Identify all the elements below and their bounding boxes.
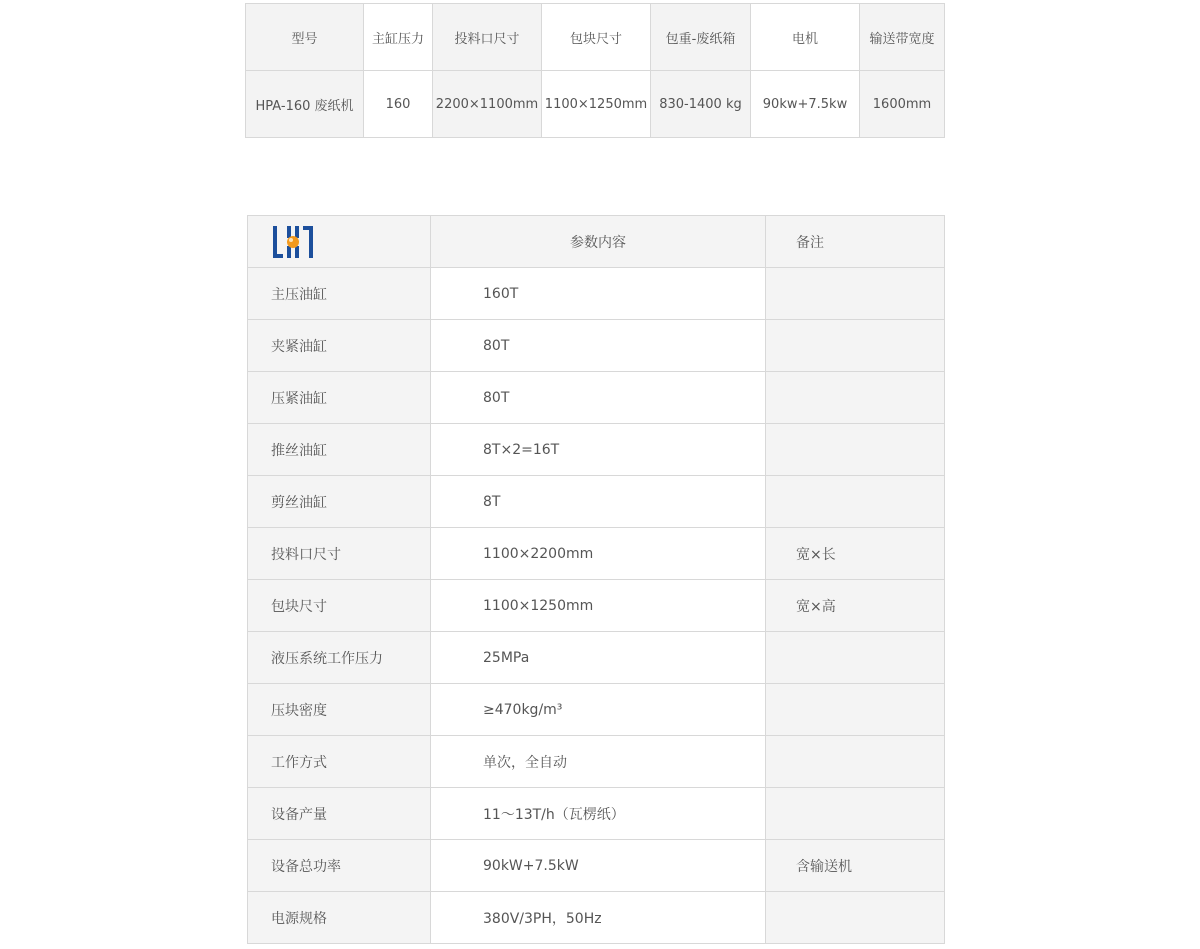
spec-value-cell: 90kw+7.5kw bbox=[751, 71, 860, 138]
param-note-cell bbox=[766, 788, 945, 840]
param-row bbox=[248, 320, 945, 372]
param-row bbox=[248, 632, 945, 684]
spec-value-cell: 160 bbox=[364, 71, 433, 138]
hh-logo-icon bbox=[273, 224, 313, 260]
spec-value-cell: 1600mm bbox=[860, 71, 945, 138]
param-rows bbox=[248, 268, 945, 944]
param-value-cell: 160T bbox=[431, 268, 766, 320]
param-value-cell: 80T bbox=[431, 320, 766, 372]
param-name-cell: 剪丝油缸 bbox=[248, 476, 431, 528]
spec-header-cell: 电机 bbox=[751, 4, 860, 71]
param-name-cell: 电源规格 bbox=[248, 892, 431, 944]
spec-header-cell: 投料口尺寸 bbox=[433, 4, 542, 71]
param-row bbox=[248, 580, 945, 632]
param-row bbox=[248, 840, 945, 892]
param-name-cell: 主压油缸 bbox=[248, 268, 431, 320]
param-name-cell: 设备产量 bbox=[248, 788, 431, 840]
param-name-cell: 推丝油缸 bbox=[248, 424, 431, 476]
param-value-cell: 单次，全自动 bbox=[431, 736, 766, 788]
param-value-cell: ≥470kg/m³ bbox=[431, 684, 766, 736]
param-name-cell: 投料口尺寸 bbox=[248, 528, 431, 580]
spec-value-cell: HPA-160 废纸机 bbox=[246, 71, 364, 138]
param-row bbox=[248, 268, 945, 320]
param-note-cell: 宽×高 bbox=[766, 580, 945, 632]
param-value-cell: 11～13T/h（瓦楞纸） bbox=[431, 788, 766, 840]
param-value-cell: 1100×1250mm bbox=[431, 580, 766, 632]
param-name-cell: 包块尺寸 bbox=[248, 580, 431, 632]
param-row bbox=[248, 892, 945, 944]
param-table bbox=[247, 215, 945, 944]
param-value-cell: 8T×2=16T bbox=[431, 424, 766, 476]
spec-header-cell: 输送带宽度 bbox=[860, 4, 945, 71]
param-note-cell bbox=[766, 476, 945, 528]
param-row bbox=[248, 788, 945, 840]
param-value-cell: 90kW+7.5kW bbox=[431, 840, 766, 892]
param-name-cell: 夹紧油缸 bbox=[248, 320, 431, 372]
param-value-cell: 80T bbox=[431, 372, 766, 424]
param-note-cell bbox=[766, 684, 945, 736]
param-name-cell: 压紧油缸 bbox=[248, 372, 431, 424]
logo-cell bbox=[248, 216, 431, 268]
param-note-cell bbox=[766, 424, 945, 476]
param-value-cell: 25MPa bbox=[431, 632, 766, 684]
param-note-cell bbox=[766, 736, 945, 788]
spec-value-cell: 1100×1250mm bbox=[542, 71, 651, 138]
spec-header-cell: 主缸压力 bbox=[364, 4, 433, 71]
param-header-note: 备注 bbox=[766, 216, 945, 268]
param-value-cell: 1100×2200mm bbox=[431, 528, 766, 580]
param-header-row bbox=[248, 216, 945, 268]
param-name-cell: 压块密度 bbox=[248, 684, 431, 736]
param-header-content: 参数内容 bbox=[431, 216, 766, 268]
spec-value-cell: 830-1400 kg bbox=[651, 71, 751, 138]
param-name-cell: 液压系统工作压力 bbox=[248, 632, 431, 684]
param-row bbox=[248, 372, 945, 424]
param-row bbox=[248, 736, 945, 788]
param-note-cell bbox=[766, 372, 945, 424]
param-name-cell: 设备总功率 bbox=[248, 840, 431, 892]
spec-value-row bbox=[246, 71, 945, 138]
param-row bbox=[248, 476, 945, 528]
param-note-cell: 含输送机 bbox=[766, 840, 945, 892]
param-note-cell: 宽×长 bbox=[766, 528, 945, 580]
spec-table bbox=[245, 3, 945, 138]
spec-header-cell: 包重-废纸箱 bbox=[651, 4, 751, 71]
param-row bbox=[248, 424, 945, 476]
param-value-cell: 380V/3PH，50Hz bbox=[431, 892, 766, 944]
param-row bbox=[248, 528, 945, 580]
param-name-cell: 工作方式 bbox=[248, 736, 431, 788]
param-note-cell bbox=[766, 268, 945, 320]
param-note-cell bbox=[766, 892, 945, 944]
param-note-cell bbox=[766, 632, 945, 684]
spec-header-row bbox=[246, 4, 945, 71]
param-note-cell bbox=[766, 320, 945, 372]
spec-header-cell: 型号 bbox=[246, 4, 364, 71]
spec-value-cell: 2200×1100mm bbox=[433, 71, 542, 138]
param-row bbox=[248, 684, 945, 736]
spec-header-cell: 包块尺寸 bbox=[542, 4, 651, 71]
param-value-cell: 8T bbox=[431, 476, 766, 528]
